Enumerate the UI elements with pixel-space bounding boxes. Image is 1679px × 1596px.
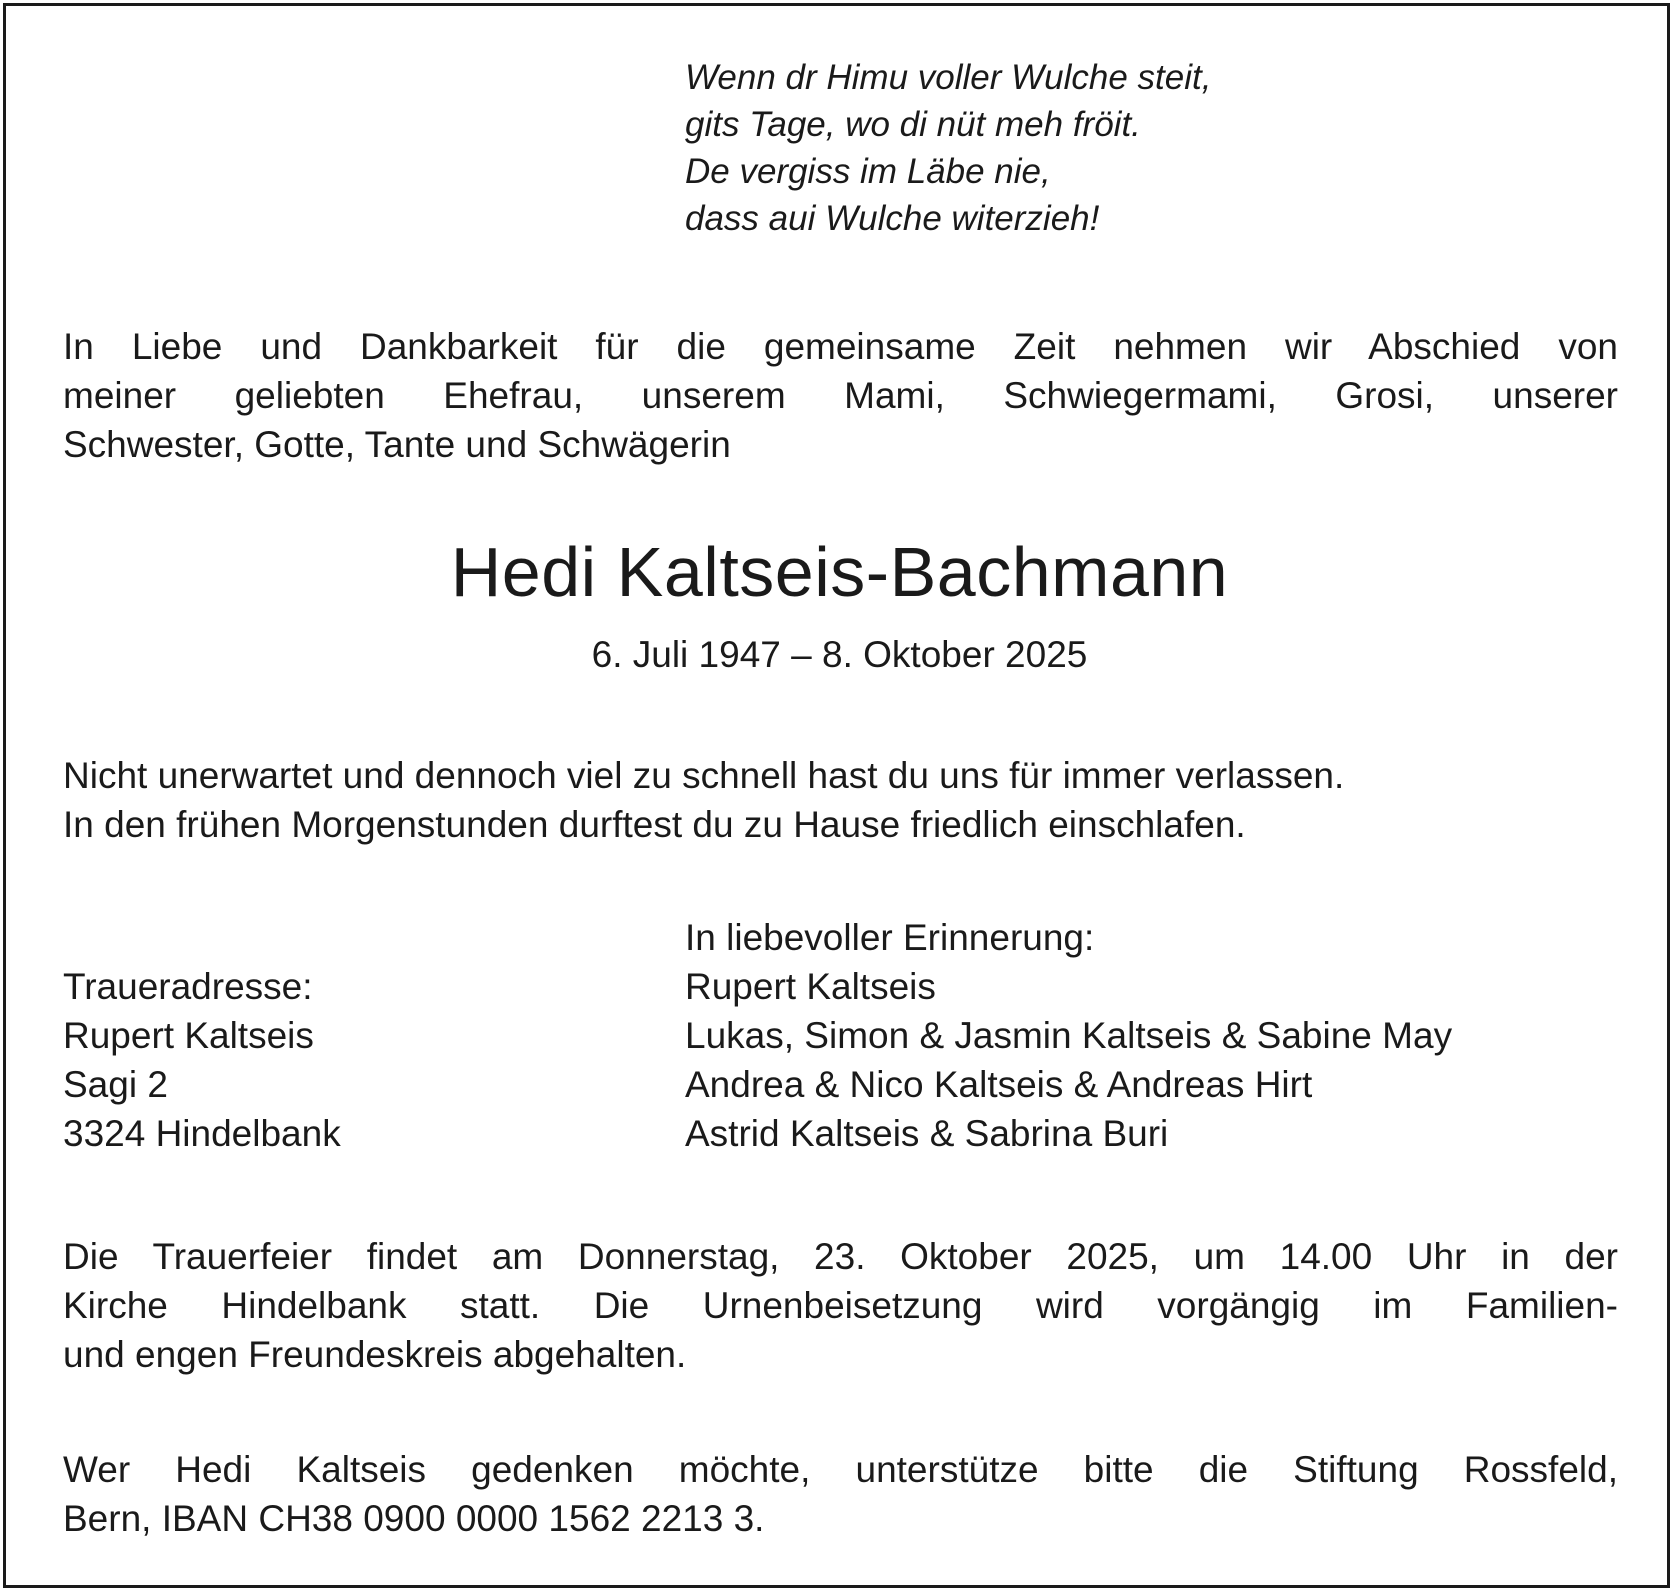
poem-line: gits Tage, wo di nüt meh fröit.	[685, 105, 1141, 144]
donation-line: Bern, IBAN CH38 0900 0000 1562 2213 3.	[63, 1498, 765, 1539]
farewell-message	[63, 751, 1344, 849]
service-line: und engen Freundeskreis abgehalten.	[63, 1334, 687, 1375]
message-line: Nicht unerwartet und dennoch viel zu schnell hast du uns für immer verlassen.	[63, 755, 1345, 796]
mourner-name: Lukas, Simon & Jasmin Kaltseis & Sabine May	[685, 1015, 1453, 1056]
service-line: Die Trauerfeier findet am Donnerstag, 23. Oktober 2025, um 14.00 Uhr in der	[63, 1236, 1618, 1277]
intro-line: meiner geliebten Ehefrau, unserem Mami, Schwiegermami, Grosi, unserer	[63, 375, 1618, 416]
memory-heading: In liebevoller Erinnerung:	[685, 917, 1095, 958]
poem	[685, 54, 1211, 242]
intro-line: Schwester, Gotte, Tante und Schwägerin	[63, 424, 731, 465]
address-name: Rupert Kaltseis	[63, 1015, 314, 1056]
mourner-name: Rupert Kaltseis	[685, 966, 936, 1007]
mourning-address	[63, 962, 341, 1158]
service-paragraph	[63, 1232, 1618, 1379]
intro-paragraph	[63, 322, 1618, 469]
poem-line: De vergiss im Läbe nie,	[685, 152, 1051, 191]
mourner-name: Astrid Kaltseis & Sabrina Buri	[685, 1113, 1169, 1154]
mourner-name: Andrea & Nico Kaltseis & Andreas Hirt	[685, 1064, 1313, 1105]
address-city: 3324 Hindelbank	[63, 1113, 341, 1154]
life-dates: 6. Juli 1947 – 8. Oktober 2025	[591, 634, 1088, 675]
intro-line: In Liebe und Dankbarkeit für die gemeinsame Zeit nehmen wir Abschied von	[63, 326, 1618, 367]
deceased-name: Hedi Kaltseis-Bachmann	[450, 533, 1229, 611]
service-line: Kirche Hindelbank statt. Die Urnenbeisetzung wird vorgängig im Familien-	[63, 1285, 1618, 1326]
address-label: Traueradresse:	[63, 966, 313, 1007]
message-line: In den frühen Morgenstunden durftest du zu Hause friedlich einschlafen.	[63, 804, 1246, 845]
donation-paragraph	[63, 1445, 1618, 1543]
address-street: Sagi 2	[63, 1064, 168, 1105]
donation-line: Wer Hedi Kaltseis gedenken möchte, unterstütze bitte die Stiftung Rossfeld,	[63, 1449, 1618, 1490]
poem-line: Wenn dr Himu voller Wulche steit,	[685, 58, 1212, 97]
poem-line: dass aui Wulche witerzieh!	[685, 199, 1100, 238]
memory-list	[685, 913, 1452, 1158]
